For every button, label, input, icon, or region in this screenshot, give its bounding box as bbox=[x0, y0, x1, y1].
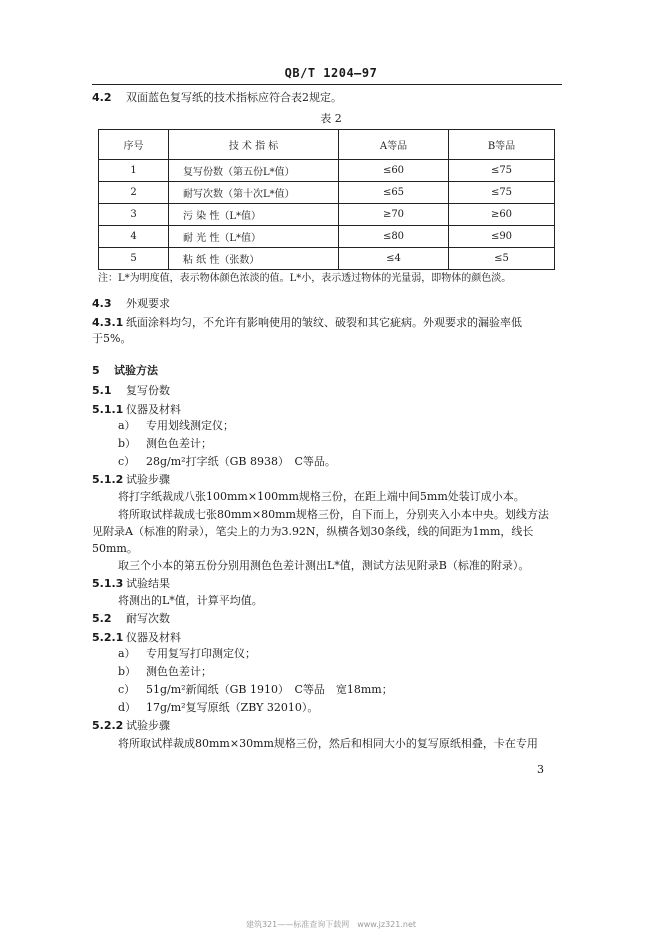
section-5-2-1 bbox=[92, 630, 181, 645]
list-mark: c） bbox=[118, 683, 136, 696]
table-cell: 耐写次数（第十次L*值） bbox=[169, 182, 339, 204]
table-cell: ≤65 bbox=[339, 182, 449, 204]
list-item bbox=[118, 418, 234, 433]
table-header: 技 术 指 标 bbox=[169, 130, 339, 160]
list-mark: a） bbox=[118, 419, 136, 432]
list-text: 51g/m²新闻纸（GB 1910） C等品 宽18mm； bbox=[146, 683, 393, 696]
table-cell: ≥60 bbox=[449, 204, 555, 226]
list-item bbox=[118, 646, 256, 661]
section-4-3 bbox=[92, 296, 170, 311]
list-mark: c） bbox=[118, 455, 136, 468]
list-item bbox=[118, 436, 212, 451]
section-5-1-1 bbox=[92, 402, 181, 417]
section-5-1-2 bbox=[92, 472, 170, 487]
table-cell: ≥70 bbox=[339, 204, 449, 226]
list-item bbox=[118, 664, 212, 679]
list-mark: d） bbox=[118, 701, 137, 714]
table-header: A等品 bbox=[339, 130, 449, 160]
table-row bbox=[99, 204, 555, 226]
table-cell: 耐 光 性（L*值） bbox=[169, 226, 339, 248]
list-item bbox=[118, 682, 393, 697]
section-title: 复写份数 bbox=[126, 384, 170, 397]
paragraph: 将测出的L*值，计算平均值。 bbox=[118, 594, 263, 607]
table-cell: 粘 纸 性（张数） bbox=[169, 248, 339, 270]
paragraph: 取三个小本的第五份分别用测色色差计测出L*值，测试方法见附录B（标准的附录）。 bbox=[118, 559, 530, 572]
paragraph: 将所取试样裁成七张80mm×80mm规格三份，自下而上，分别夹入小本中央。划线方法 bbox=[118, 508, 549, 521]
section-5-2-2 bbox=[92, 718, 170, 733]
table-row bbox=[99, 182, 555, 204]
section-number: 5 bbox=[92, 364, 100, 377]
spec-table bbox=[98, 129, 555, 270]
list-text: 专用划线测定仪； bbox=[146, 419, 234, 432]
page-number: 3 bbox=[537, 763, 544, 776]
list-mark: b） bbox=[118, 437, 137, 450]
section-number: 5.1.1 bbox=[92, 403, 124, 416]
table-cell: 1 bbox=[99, 160, 169, 182]
section-5-1 bbox=[92, 383, 170, 398]
table-cell: ≤4 bbox=[339, 248, 449, 270]
section-number: 4.3.1 bbox=[92, 316, 124, 329]
table-cell: ≤90 bbox=[449, 226, 555, 248]
list-mark: a） bbox=[118, 647, 136, 660]
section-number: 5.1.2 bbox=[92, 473, 124, 486]
table-cell: ≤75 bbox=[449, 182, 555, 204]
paragraph: 将所取试样裁成80mm×30mm规格三份，然后和相同大小的复写原纸相叠，卡在专用 bbox=[118, 737, 538, 750]
section-text: 于5%。 bbox=[92, 332, 132, 345]
table-cell: ≤5 bbox=[449, 248, 555, 270]
header-rule bbox=[92, 84, 562, 85]
paragraph: 50mm。 bbox=[92, 542, 138, 555]
section-5-2 bbox=[92, 611, 170, 626]
list-item bbox=[118, 700, 318, 715]
section-5 bbox=[92, 363, 158, 378]
table-cell: 3 bbox=[99, 204, 169, 226]
paragraph: 将打字纸裁成八张100mm×100mm规格三份，在距上端中间5mm处装订成小本。 bbox=[118, 490, 525, 503]
table-cell: 5 bbox=[99, 248, 169, 270]
list-text: 17g/m²复写原纸（ZBY 32010）。 bbox=[146, 701, 319, 714]
table-cell: 复写份数（第五份L*值） bbox=[169, 160, 339, 182]
table-header-row bbox=[99, 130, 555, 160]
section-title: 试验方法 bbox=[114, 364, 158, 377]
table-header: B等品 bbox=[449, 130, 555, 160]
table-cell: 4 bbox=[99, 226, 169, 248]
table-cell: ≤60 bbox=[339, 160, 449, 182]
section-number: 5.2.2 bbox=[92, 719, 124, 732]
section-4-3-1 bbox=[92, 315, 522, 330]
section-number: 5.2 bbox=[92, 612, 112, 625]
section-title: 仪器及材料 bbox=[126, 403, 181, 416]
section-title: 外观要求 bbox=[126, 297, 170, 310]
table-cell: ≤80 bbox=[339, 226, 449, 248]
watermark-footer: 建筑321——标准查询下载网 www.jz321.net bbox=[245, 920, 417, 929]
paragraph: 见附录A（标准的附录），笔尖上的力为3.92N，纵横各划30条线，线的间距为1mm，线长 bbox=[92, 525, 534, 538]
section-4-2 bbox=[92, 90, 342, 105]
section-title: 试验步骤 bbox=[126, 473, 170, 486]
standard-code-header: QB/T 1204—97 bbox=[284, 66, 378, 80]
list-text: 28g/m²打字纸（GB 8938） C等品。 bbox=[146, 455, 336, 468]
section-number: 4.3 bbox=[92, 297, 112, 310]
list-text: 测色色差计； bbox=[146, 665, 212, 678]
table-cell: ≤75 bbox=[449, 160, 555, 182]
list-text: 测色色差计； bbox=[146, 437, 212, 450]
section-title: 仪器及材料 bbox=[126, 631, 181, 644]
list-mark: b） bbox=[118, 665, 137, 678]
section-number: 4.2 bbox=[92, 91, 112, 104]
table-header: 序号 bbox=[99, 130, 169, 160]
section-number: 5.1.3 bbox=[92, 577, 124, 590]
section-title: 耐写次数 bbox=[126, 612, 170, 625]
section-number: 5.2.1 bbox=[92, 631, 124, 644]
section-number: 5.1 bbox=[92, 384, 112, 397]
section-text: 双面蓝色复写纸的技术指标应符合表2规定。 bbox=[126, 91, 342, 104]
section-text: 纸面涂料均匀，不允许有影响使用的皱纹、破裂和其它疵病。外观要求的漏验率低 bbox=[126, 316, 522, 329]
list-text: 专用复写打印测定仪； bbox=[146, 647, 256, 660]
section-5-1-3 bbox=[92, 576, 170, 591]
section-title: 试验步骤 bbox=[126, 719, 170, 732]
table-cell: 2 bbox=[99, 182, 169, 204]
table-row bbox=[99, 248, 555, 270]
table-note: 注：L*为明度值，表示物体颜色浓淡的值。L*小，表示透过物体的光量弱，即物体的颜色淡。 bbox=[98, 273, 512, 284]
table-cell: 污 染 性（L*值） bbox=[169, 204, 339, 226]
table-row bbox=[99, 226, 555, 248]
list-item bbox=[118, 454, 336, 469]
table-caption: 表 2 bbox=[320, 112, 342, 125]
section-title: 试验结果 bbox=[126, 577, 170, 590]
table-row bbox=[99, 160, 555, 182]
